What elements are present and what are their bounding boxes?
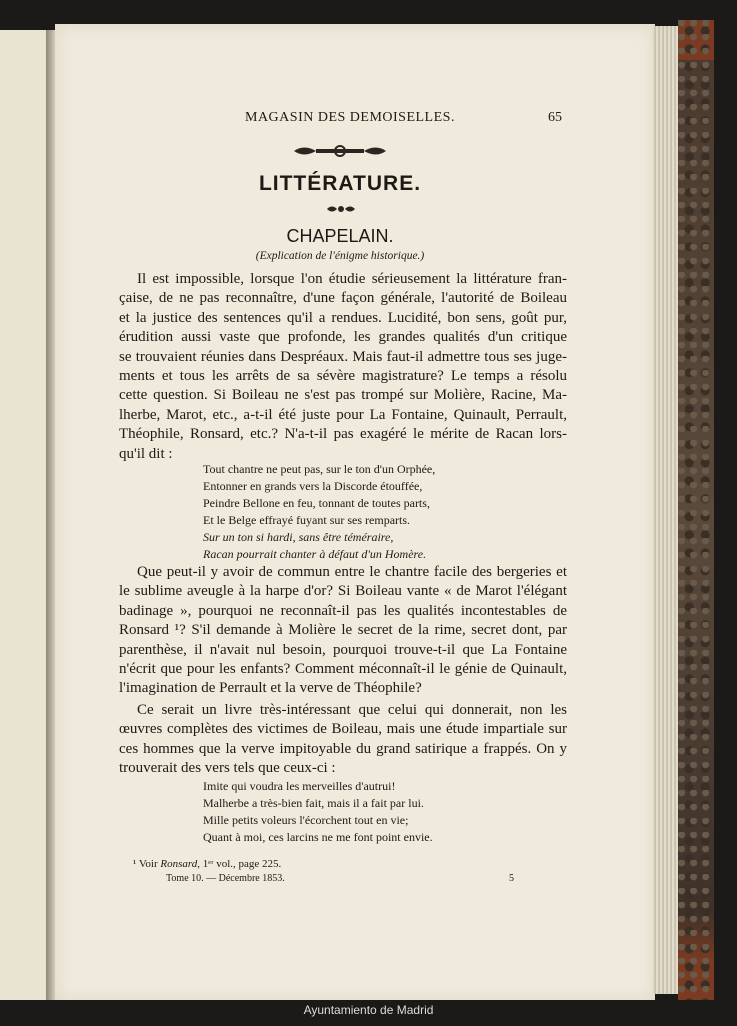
footnote-work: Ronsard,	[160, 858, 200, 870]
text-line: se trouvaient réunies dans Despréaux. Mais faut-il admettre tous ses juge-	[119, 348, 567, 365]
page-number: 65	[548, 110, 562, 125]
text-line: Que peut-il y avoir de commun entre le chantre facile des bergeries et	[137, 564, 567, 580]
text-line: Théophile, Ronsard, etc.? N'a-t-il pas exagéré le mérite de Racan lors-	[119, 426, 567, 443]
verse-line: Et le Belge effrayé fuyant sur ses remparts.	[203, 513, 411, 527]
verse-line: Quant à moi, ces larcins ne me font point envie.	[203, 830, 433, 844]
verse-line: Imite qui voudra les merveilles d'autrui!	[203, 779, 396, 793]
running-title: MAGASIN DES DEMOISELLES.	[245, 110, 455, 125]
text-line: cette question. Si Boileau ne s'est pas trompé sur Molière, Racine, Ma-	[119, 387, 567, 404]
paragraph-1	[119, 270, 567, 464]
text-line: lherbe, Marot, etc., a-t-il été juste pour La Fontaine, Quinault, Perrault,	[119, 406, 567, 423]
text-line: l'imagination de Perrault et la verve de Théophile?	[119, 680, 422, 697]
text-line: Ronsard ¹? S'il demande à Molière le secret de la rime, secret dont, par	[119, 622, 567, 639]
article-title: CHAPELAIN.	[286, 226, 394, 246]
text-line: érudition aussi vaste que profonde, les grandes qualités d'un critique	[119, 329, 567, 346]
footnote-reference: 1ᵉʳ vol., page 225.	[202, 858, 282, 870]
text-line: Ce serait un livre très-intéressant que celui qui donnerait, non les	[137, 702, 567, 718]
text-line: Il est impossible, lorsque l'on étudie sérieusement la littérature fran-	[137, 271, 567, 287]
text-line: œuvres complètes des victimes de Boileau, mais une étude impartiale sur	[119, 721, 567, 738]
paragraph-2	[119, 563, 567, 699]
watermark-band	[0, 1000, 737, 1026]
text-line: badinage », pourquoi ne reconnaît-il pas les qualités incontestables de	[119, 602, 567, 619]
signature-mark: 5	[509, 873, 514, 884]
verse-line: Mille petits voleurs l'écorchent tout en vie;	[203, 813, 409, 827]
text-line: et la justice des sentences qu'il a rendues. Lucidité, bon sens, goût pur,	[119, 309, 567, 326]
small-ornament-icon	[326, 204, 356, 214]
verse-line: Entonner en grands vers la Discorde étouffée,	[203, 479, 423, 493]
verse-quote-2	[203, 778, 563, 846]
text-line: qu'il dit :	[119, 445, 173, 462]
issue-line: Tome 10. — Décembre 1853.	[166, 873, 285, 884]
text-line: çaise, de ne pas reconnaître, d'une façon générale, l'autorité de Boileau	[119, 290, 567, 307]
footnote	[133, 856, 281, 873]
text-line: le sublime aveugle à la harpe d'or? Si Boileau vante « de Marot l'élégant	[119, 583, 567, 600]
text-line: ments et tous les arrêts de sa sévère magistrature? Le temps a résolu	[119, 368, 567, 385]
article-subtitle: (Explication de l'énigme historique.)	[255, 250, 425, 262]
marbled-book-cover	[678, 20, 714, 1010]
verse-line: Malherbe a très-bien fait, mais il a fait par lui.	[203, 796, 424, 810]
text-line: parenthèse, il n'avait nul besoin, pourquoi trouve-t-il que La Fontaine	[119, 641, 567, 658]
footnote-prefix: Voir	[138, 858, 158, 870]
verse-line: Peindre Bellone en feu, tonnant de toutes parts,	[203, 496, 430, 510]
watermark-text: Ayuntamiento de Madrid	[303, 1003, 434, 1017]
verse-line: Tout chantre ne peut pas, sur le ton d'un Orphée,	[203, 462, 436, 476]
footnote-marker: ¹	[133, 858, 137, 870]
paragraph-3	[119, 701, 567, 779]
verse-quote-1	[203, 461, 563, 563]
text-line: trouverait des vers tels que ceux-ci :	[119, 760, 336, 777]
verse-line: Sur un ton si hardi, sans être téméraire,	[203, 530, 394, 544]
text-line: ces hommes que la verve impitoyable du grand satirique a frappés. On y	[119, 740, 567, 757]
ornament-divider-icon	[292, 144, 388, 158]
verse-line: Racan pourrait chanter à défaut d'un Homère.	[203, 547, 427, 561]
text-line: n'écrit que pour les enfants? Comment méconnaît-il le génie de Quinault,	[119, 661, 567, 678]
section-title: LITTÉRATURE.	[258, 172, 422, 195]
